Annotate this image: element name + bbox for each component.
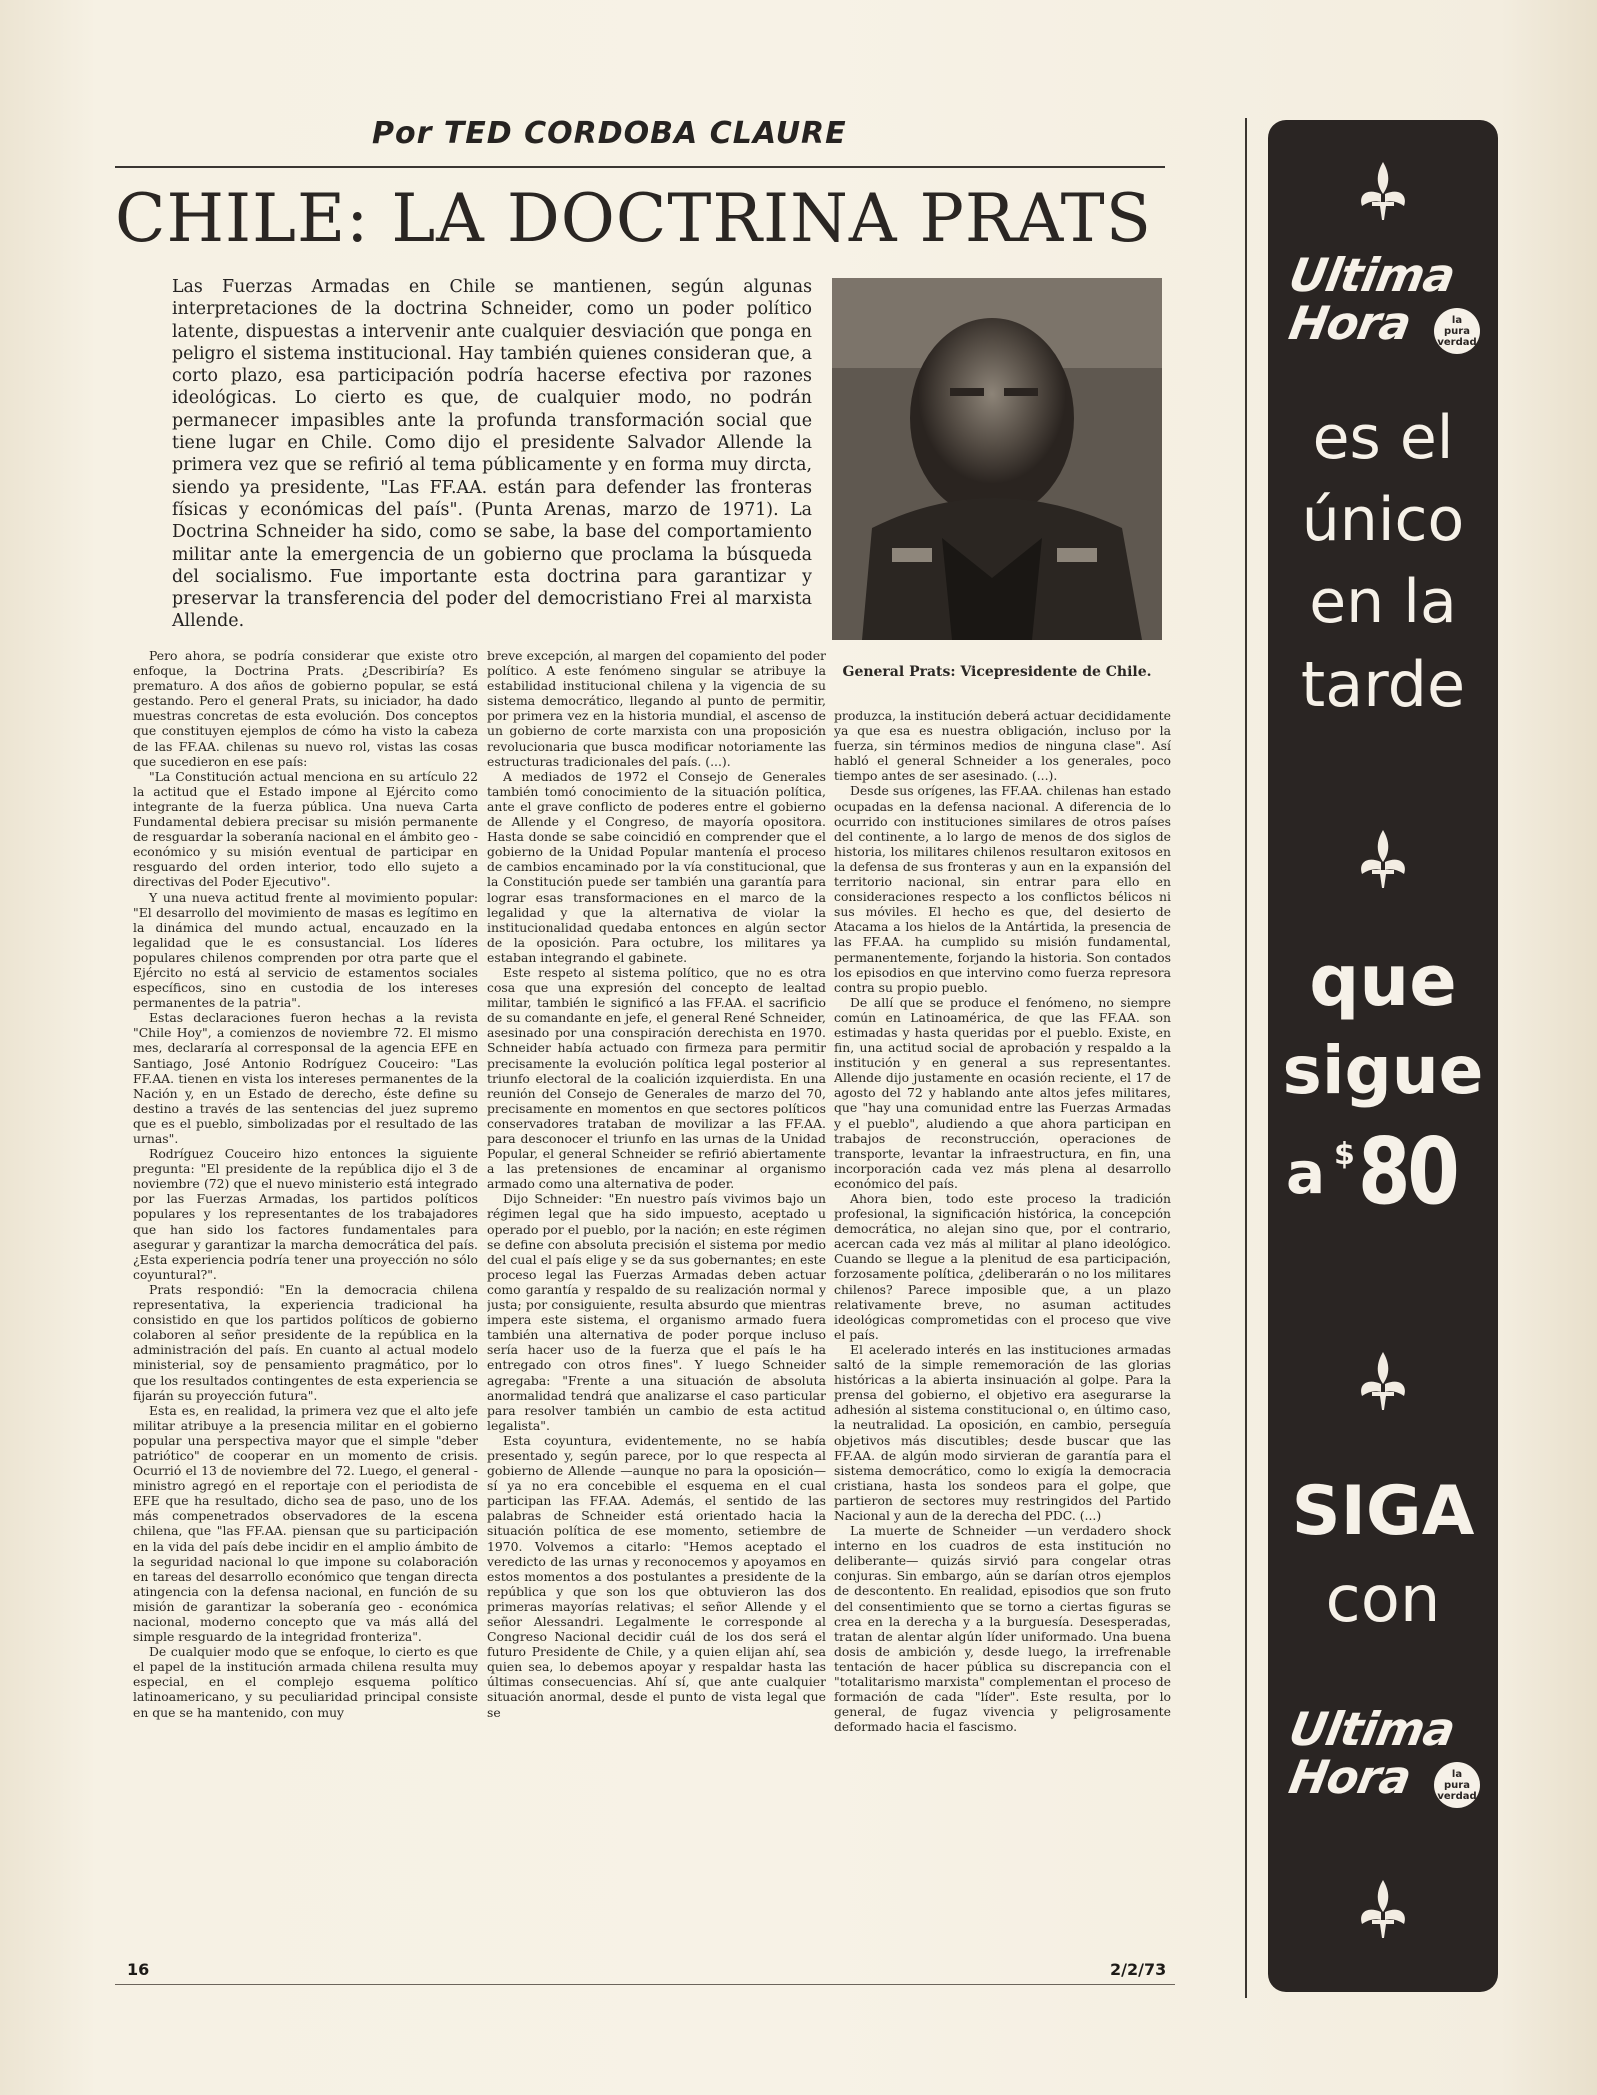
ad-price-prefix: a — [1286, 1139, 1326, 1207]
ad-line-tarde: tarde — [1300, 648, 1466, 721]
page-number: 16 — [127, 1960, 150, 1979]
paragraph: produzca, la institución deberá actuar decididamente ya que esa es nuestra obligación, incluso por la fuerza, sin términos medios de ninguna clase". Así habló el general Schneider a los generales, poco tiempo antes de ser asesinado. (...). — [834, 708, 1171, 784]
logo-hora: Hora — [1285, 296, 1415, 350]
portrait-photo — [832, 278, 1162, 640]
badge-line: la — [1451, 1768, 1463, 1780]
paragraph: El acelerado interés en las instituciones armadas saltó de la simple rememoración de las glorias históricas a la abierta insinuación al golpe. Para la prensa del gobierno, el objetivo era asegurarse la adhesión al sistema constitucional o, en último caso, la neutralidad. La oposición, en cambio, perseguía objetivos más discutibles; desde buscar que las FF.AA. de algún modo sirvieran de garantía para el sistema democrático, como lo exigía la democracia cristiana, hasta los sondeos para el golpe, que partieron de sectores muy restringidos del Partido Nacional y aun de la derecha del PDC. (...) — [834, 1341, 1171, 1523]
intro-paragraph — [172, 276, 812, 633]
column-3 — [834, 708, 1171, 1953]
ad-line-que: que — [1309, 940, 1457, 1022]
byline: Por TED CORDOBA CLAURE — [372, 116, 847, 151]
column-1 — [133, 648, 478, 1953]
paragraph: Esta es, en realidad, la primera vez que el alto jefe militar atribuye a la presencia militar en el gobierno popular una perspectiva mayor que el simple "deber patriótico" de cooperar en un momento de crisis. Ocurrió el 13 de noviembre del 72. Luego, el general - ministro agregó en el reportaje con el periodista de EFE que ha resultado, dicho sea de paso, uno de los más compenetrados observadores de la escena chilena, que "las FF.AA. piensan que su participación en la vida del país debe incidir en el amplio ámbito de la seguridad nacional lo que impone su colaboración en tareas del desarrollo económico que tengan directa atingencia con la defensa nacional, en función de su misión de garantizar la soberanía geo - económica nacional, moderno concepto que va más allá del simple resguardo de la integridad fronteriza". — [133, 1402, 478, 1645]
ad-price: 80 — [1358, 1118, 1457, 1225]
badge-line: verdad — [1437, 336, 1477, 348]
ad-line-unico: único — [1301, 485, 1465, 555]
ad-line-en-la: en la — [1309, 567, 1457, 637]
paragraph: "La Constitución actual menciona en su artículo 22 la actitud que el Estado impone al Ejército como integrante de la fuerza pública. Una nueva Carta Fundamental debiera precisar su misión permanente de resguardar la soberanía nacional en el ámbito geo - económico y su misión eventual de participar en resguardo del orden interior, todo ello sujeto a directivas del Poder Ejecutivo". — [133, 768, 478, 890]
ultima-hora-logo-bottom — [1282, 1702, 1482, 1812]
header-rule — [115, 166, 1165, 168]
ad-divider — [1245, 118, 1247, 1998]
fleur-de-lis-icon — [1350, 826, 1416, 892]
paragraph: Esta coyuntura, evidentemente, no se había presentado y, según parece, por lo que respecta al gobierno de Allende —aunque no para la oposición— sí ya no era concebible el esquema en el cual participan las FF.AA. Además, el sentido de las palabras de Schneider está orientado hacia la situación política de ese momento, setiembre de 1970. Volvemos a citarlo: "Hemos aceptado el veredicto de las urnas y reconocemos y apoyamos en estos momentos a dos postulantes a presidente de la república y que son los que obtuvieron las dos primeras mayorías relativas; el señor Allende y el señor Alessandri. Legalmente le corresponde al Congreso Nacional decidir cuál de los dos será el futuro Presidente de Chile, y a quien elijan ahí, sea quien sea, lo debemos apoyar y respaldar hasta las últimas consecuencias. Ahí sí, que ante cualquier situación anormal, desde el punto de vista legal que se — [487, 1432, 826, 1720]
logo-hora: Hora — [1285, 1750, 1415, 1804]
badge-line: verdad — [1437, 1790, 1477, 1802]
fleur-de-lis-icon — [1350, 1348, 1416, 1414]
paragraph: Desde sus orígenes, las FF.AA. chilenas han estado ocupadas en la defensa nacional. A diferencia de lo ocurrido con instituciones similares de otros países del continente, a lo largo de menos de dos siglos de historia, los militares chilenos resultaron exitosos en la defensa de sus fronteras y aun en la expansión del territorio nacional, sin entrar para ello en consideraciones respecto a los conflictos bélicos ni sus móviles. El hecho es que, del desierto de Atacama a los hielos de la Antártida, la presencia de las FF.AA. ha cumplido su misión fundamental, permanentemente, forjando la historia. Son contados los episodios en que intervino como fuerza represora contra su propio pueblo. — [834, 783, 1171, 995]
photo-caption: General Prats: Vicepresidente de Chile. — [842, 664, 1152, 680]
ad-line-con: con — [1325, 1563, 1441, 1637]
paragraph: Este respeto al sistema político, que no es otra cosa que una expresión del concepto de lealtad militar, también le significó a las FF.AA. el sacrificio de su comandante en jefe, el general René Schneider, asesinado por una conspiración derechista en 1970. Schneider había actuado con firmeza para permitir precisamente la evolución política legal posterior al triunfo electoral de la coalición izquierdista. En una reunión del Consejo de Generales de marzo del 70, precisamente en momentos en que sectores políticos conservadores trataban de movilizar a las FF.AA. para desconocer el triunfo en las urnas de la Unidad Popular, el general Schneider se refirió abiertamente a las pretensiones de encaminar al organismo armado como una alternativa de poder. — [487, 964, 826, 1192]
ad-line-siga: SIGA — [1291, 1472, 1475, 1551]
badge-line: pura — [1444, 1779, 1470, 1791]
badge-line: la — [1451, 314, 1463, 326]
column-2 — [487, 648, 826, 1953]
paragraph: De allí que se produce el fenómeno, no siempre común en Latinoamérica, de que las FF.AA. son estimadas y hasta queridas por el pueblo. Existe, en fin, una actitud social de aprobación y respaldo a la institución y en general a sus representantes. Allende dijo justamente en ocasión reciente, el 17 de agosto del 72 y hablando ante altos jefes militares, que "hay una comunidad entre las Fuerzas Armadas y el pueblo", aludiendo a que ahora participan en trabajos de reconstrucción, operaciones de transporte, levantar la infraestructura, en fin, una incorporación cada vez más plena al desarrollo económico del país. — [834, 994, 1171, 1191]
logo-badge — [1434, 1762, 1480, 1808]
intro-text: Las Fuerzas Armadas en Chile se mantienen, según algunas interpretaciones de la doctrina Schneider, como un poder político latente, dispuestas a intervenir ante cualquier desviación que ponga en peligro el sistema institucional. Hay también quienes consideran que, a corto plazo, esa participación podría hacerse efectiva por razones ideológicas. Lo cierto es que, de cualquier modo, no podrán permanecer impasibles ante la profunda transformación social que tiene lugar en Chile. Como dijo el presidente Salvador Allende la primera vez que se refirió al tema públicamente y en forma muy dircta, siendo ya presidente, "Las FF.AA. están para defender las fronteras físicas y económicas del país". (Punta Arenas, marzo de 1971). La Doctrina Schneider ha sido, como se sabe, la base del comportamiento militar ante la emergencia de un gobierno que proclama la búsqueda del socialismo. Fue importante esta doctrina para garantizar y preservar la transferencia del poder del democristiano Frei al marxista Allende. — [172, 277, 812, 632]
logo-badge — [1434, 308, 1480, 354]
paragraph: De cualquier modo que se enfoque, lo cierto es que el papel de la institución armada chilena resulta muy especial, en el complejo esquema político latinoamericano, y su peculiaridad principal consiste en que se ha mantenido, con muy — [133, 1644, 478, 1720]
headline: CHILE: LA DOCTRINA PRATS — [115, 180, 1152, 257]
paragraph: Y una nueva actitud frente al movimiento popular: "El desarrollo del movimiento de masas es legítimo en la dinámica del mundo actual, encauzado en la legalidad que le es consustancial. Los líderes populares chilenos comprenden por otra parte que el Ejército no está al servicio de estamentos sociales específicos, sino en custodia de los intereses permanentes de la patria". — [133, 889, 478, 1011]
ad-line-sigue: sigue — [1282, 1032, 1484, 1109]
fleur-de-lis-icon — [1350, 158, 1416, 224]
paragraph: Pero ahora, se podría considerar que existe otro enfoque, la Doctrina Prats. ¿Describiría? Es prematuro. A dos años de gobierno popular, se está gestando. Pero el general Prats, su iniciador, ha dado muestras concretas de esta evolución. Dos conceptos que constituyen ejemplos de cómo ha visto la cabeza de las FF.AA. chilenas su nuevo rol, vistas las cosas que sucedieron en ese país: — [133, 648, 478, 769]
footer-rule — [115, 1984, 1175, 1985]
paragraph: Rodríguez Couceiro hizo entonces la siguiente pregunta: "El presidente de la república dijo el 3 de noviembre (72) que el nuevo ministerio está integrado por las Fuerzas Armadas, los partidos políticos populares y los representantes de los trabajadores que han sido los factores fundamentales para asegurar y garantizar la marcha democrática del país. ¿Esta experiencia podría tener una proyección no sólo coyuntural?". — [133, 1146, 478, 1282]
logo-ultima: Ultima — [1285, 1702, 1459, 1756]
ad-currency: $ — [1334, 1137, 1355, 1172]
paragraph: Estas declaraciones fueron hechas a la revista "Chile Hoy", a comienzos de noviembre 72. El mismo mes, declararía al corresponsal de la agencia EFE en Santiago, José Antonio Rodríguez Couceiro: "Las FF.AA. tienen en vista los intereses permanentes de la Nación y, en un Estado de derecho, éste define su destino a través de las sentencias del juez supremo que es el pueblo, simbolizadas por el resultado de las urnas". — [133, 1010, 478, 1146]
paragraph: La muerte de Schneider —un verdadero shock interno en los cuadros de esta institución no deliberante— quizás sirvió para congelar otras conjuras. Sin embargo, aún se darían otros ejemplos de descontento. En realidad, episodios que son fruto del consentimiento que se torno a ciertas figuras se crea en la derecha y a la burguesía. Desesperadas, tratan de alentar algún líder uniformado. Una buena dosis de ambición y, desde luego, la irrefrenable tentación de hacer pública su discrepancia con el "totalitarismo marxista" complementan el proceso de formación de cada "líder". Este resulta, por lo general, de fugaz vivencia y peligrosamente deformado hacia el fascismo. — [834, 1523, 1171, 1735]
ad-line-es-el: es el — [1312, 403, 1454, 473]
paragraph: Prats respondió: "En la democracia chilena representativa, la experiencia tradicional ha consistido en que los partidos políticos de gobierno colaboren al señor presidente de la república en la administración del país. En cuanto al actual modelo ministerial, soy de pensamiento pragmático, por lo que los resultados contingentes de esta experiencia se fijarán su proyección futura". — [133, 1281, 478, 1403]
ultima-hora-advertisement — [1268, 120, 1498, 1992]
paragraph: breve excepción, al margen del copamiento del poder político. A este fenómeno singular se atribuye la estabilidad institucional chilena y la vigencia de su sistema democrático, llegando al punto de permitir, por primera vez en la historia mundial, el ascenso de un gobierno de corte marxista con una proposición revolucionaria que busca modificar notoriamente las estructuras tradicionales del país. (...). — [487, 648, 826, 769]
ultima-hora-logo — [1282, 248, 1482, 358]
logo-ultima: Ultima — [1285, 248, 1459, 302]
badge-line: pura — [1444, 325, 1470, 337]
fleur-de-lis-icon — [1350, 1876, 1416, 1942]
paragraph: Dijo Schneider: "En nuestro país vivimos bajo un régimen legal que ha sido impuesto, aceptado u operado por el pueblo, por la nación; en este régimen se define con absoluta precisión el sistema por medio del cual el país elige y se da sus gobernantes; en este proceso legal las Fuerzas Armadas deben actuar como garantía y respaldo de su realización normal y justa; por consiguiente, resulta absurdo que mientras impera este sistema, el organismo armado fuera también una alternativa de poder porque incluso sería hacer uso de la fuerza que el país le ha entregado con otros fines". Y luego Schneider agregaba: "Frente a una situación de absoluta anormalidad tendrá que analizarse el caso particular para resolver también un cambio de esta actitud legalista". — [487, 1191, 826, 1433]
paragraph: Ahora bien, todo este proceso la tradición profesional, la significación histórica, la concepción democrática, no alejan sino que, por el contrario, acercan cada vez más al militar al plano ideológico. Cuando se llegue a la plenitud de esa participación, forzosamente política, ¿deliberarán o no los militares chilenos? Parece imposible que, a un plazo relativamente breve, no asuman actitudes ideológicas comprometidas con el proceso que vive el país. — [834, 1191, 1171, 1342]
portrait-image — [832, 278, 1162, 640]
issue-date: 2/2/73 — [1110, 1960, 1167, 1979]
paragraph: A mediados de 1972 el Consejo de Generales también tomó conocimiento de la situación política, ante el grave conflicto de poderes entre el gobierno de Allende y el Congreso, de mayoría opositora. Hasta donde se sabe coincidió en comprender que el gobierno de la Unidad Popular mantenía el proceso de cambios encaminado por la vía constitucional, que la Constitución puede ser también una garantía para lograr esas transformaciones en el marco de la legalidad y que la alternativa de violar la institucionalidad quedaba entonces en algún sector de la oposición. Para octubre, los militares ya estaban integrando el gabinete. — [487, 768, 826, 965]
